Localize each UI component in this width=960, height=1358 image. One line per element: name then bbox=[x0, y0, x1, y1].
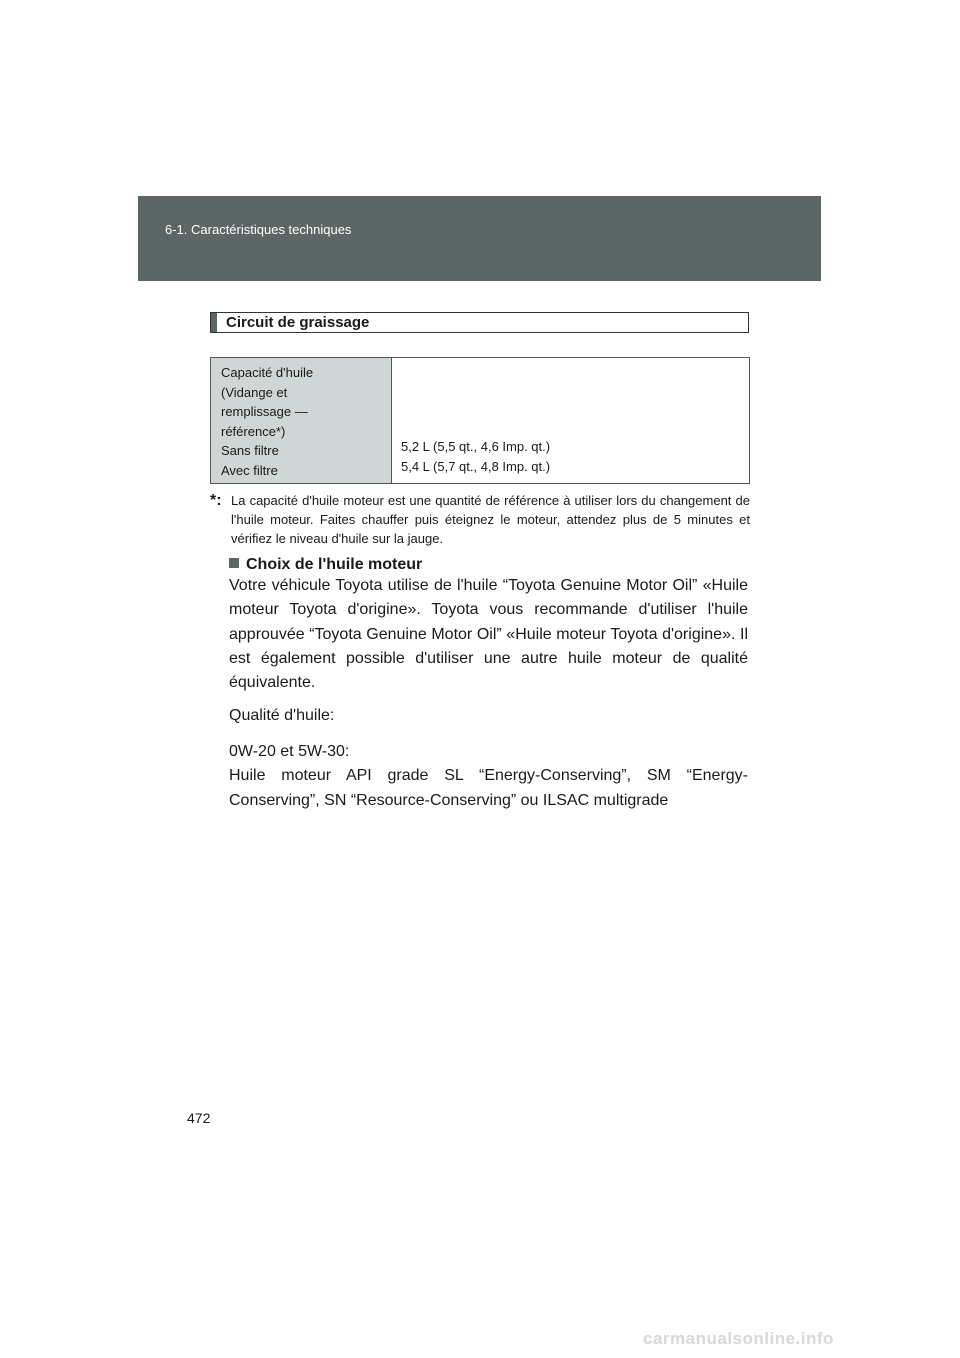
subsection-heading bbox=[229, 556, 422, 574]
label-line: Sans filtre bbox=[221, 443, 279, 458]
page-number: 472 bbox=[187, 1110, 211, 1126]
header-band bbox=[138, 196, 821, 281]
label-line: référence*) bbox=[221, 423, 286, 439]
value-line: 5,2 L (5,5 qt., 4,6 Imp. qt.) bbox=[401, 439, 551, 454]
oil-grade-description: Huile moteur API grade SL “Energy-Conserving”, SM “Energy-Conserving”, SN “Resource-Conserving” ou ILSAC multigrade bbox=[229, 767, 748, 809]
value-line: 5,4 L (5,7 qt., 4,8 Imp. qt.) bbox=[401, 458, 551, 474]
section-title: Circuit de graissage bbox=[226, 314, 370, 331]
table-value-cell bbox=[392, 358, 749, 483]
subsection-title: Choix de l'huile moteur bbox=[246, 556, 423, 573]
oil-paragraph: Votre véhicule Toyota utilise de l'huile “Toyota Genuine Motor Oil” «Huile moteur Toyota d'origine». Toyota vous recommande d'utiliser l'huile approuvée “Toyota Genuine Motor Oil” «Huile moteur Toyota d'origine». Il est également possible d'utiliser une autre huile moteur de qualité équivalente. bbox=[229, 577, 748, 692]
oil-grade-block bbox=[229, 740, 748, 813]
footnote-mark: *: bbox=[210, 492, 222, 509]
footnote bbox=[210, 491, 750, 548]
oil-quality-label: Qualité d'huile: bbox=[229, 707, 335, 724]
section-title-bar bbox=[211, 313, 217, 332]
section-title-box bbox=[210, 312, 749, 333]
oil-grade-line: 0W-20 et 5W-30: bbox=[229, 743, 350, 760]
label-line: (Vidange et bbox=[221, 384, 288, 400]
label-line: remplissage — bbox=[221, 404, 308, 419]
label-line: Avec filtre bbox=[221, 462, 278, 478]
square-bullet-icon bbox=[229, 558, 239, 568]
oil-capacity-table bbox=[210, 357, 750, 484]
label-line: Capacité d'huile bbox=[221, 365, 314, 380]
breadcrumb: 6-1. Caractéristiques techniques bbox=[165, 222, 352, 237]
watermark: carmanualsonline.info bbox=[643, 1329, 834, 1348]
table-label-cell bbox=[211, 358, 392, 483]
footnote-text: La capacité d'huile moteur est une quantité de référence à utiliser lors du changement de l'huile moteur. Faites chauffer puis éteignez le moteur, attendez plus de 5 minutes et vérifiez le niveau d'huile sur la jauge. bbox=[231, 493, 750, 546]
